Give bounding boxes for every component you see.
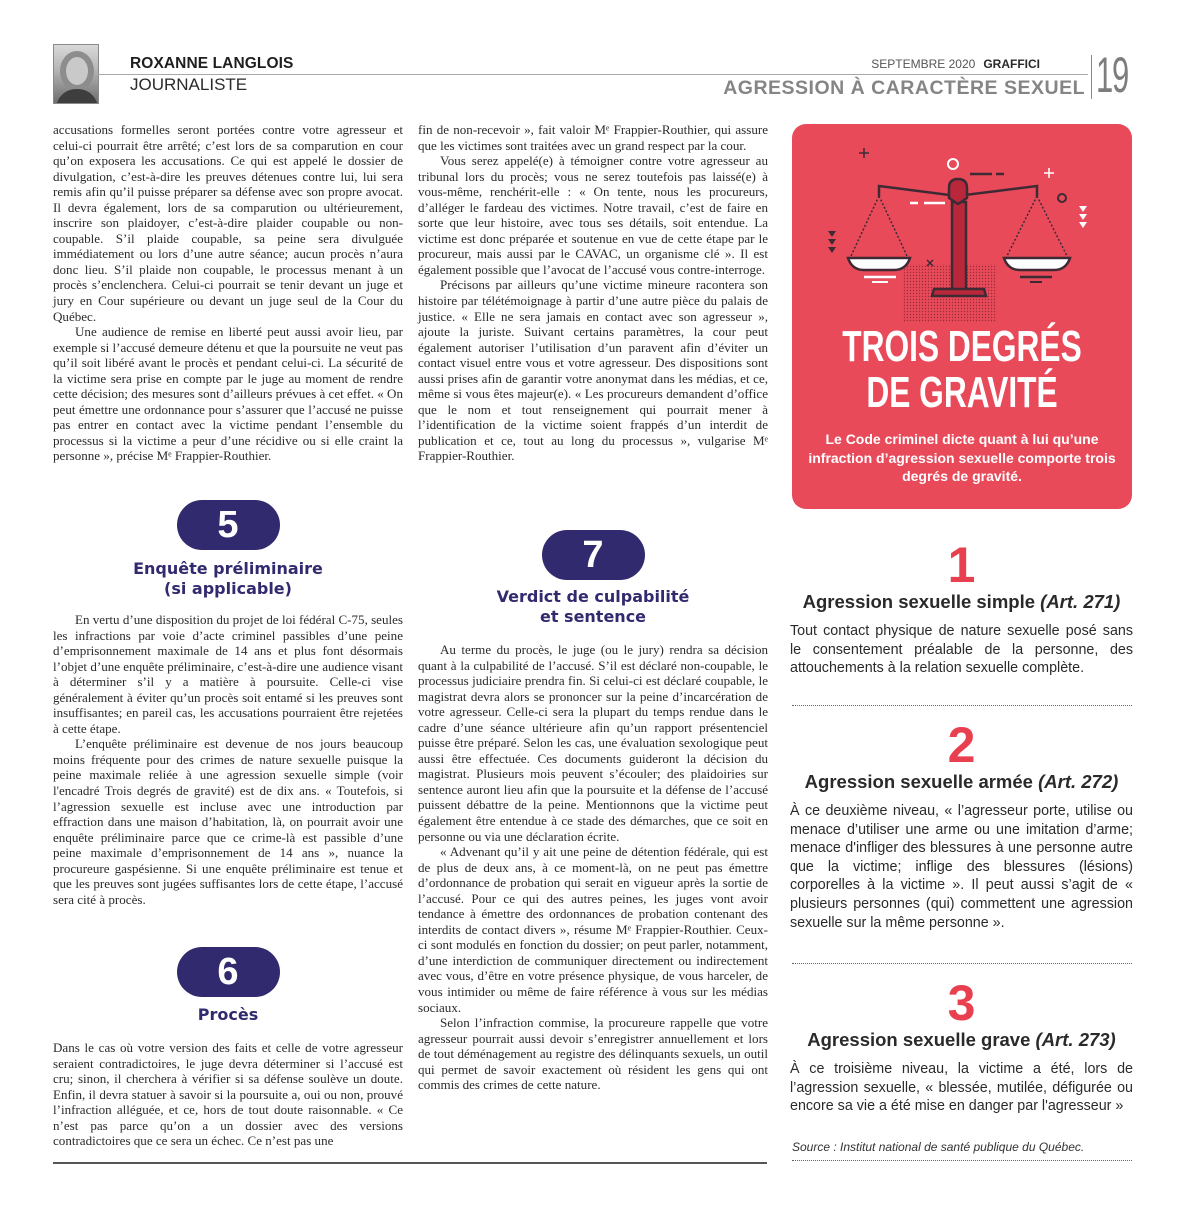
step-title: Procès [197, 1005, 259, 1024]
left-pan [848, 258, 910, 270]
degree-title [790, 590, 1133, 614]
degree-article: (Art. 271) [1040, 591, 1121, 612]
paragraph: Une audience de remise en liberté peut aussi avoir lieu, par exemple si l’accusé demeure détenu et que la poursuite ne veut pas qu’il soit libéré avant le procès et pendant celui-ci. La sécurité de la victime sera prise en compte par le juge au moment de rendre cette décision; des mesures sont d’ailleurs prévues à cet effet. « On peut émettre une ordonnance pour s’assurer que l’accusé ne puisse pas entrer en contact avec la victime pendant l’ensemble du processus si la victime a peur d’une récidive ou si elle craint la personne », précise Mᵉ Frappier-Routhier. [53, 324, 403, 464]
degree-title [790, 770, 1133, 794]
triangle-markers [828, 231, 836, 253]
dotted-divider [792, 1160, 1132, 1161]
scale-pillar [952, 202, 966, 290]
author-photo [53, 44, 99, 104]
degree-article: (Art. 272) [1038, 771, 1119, 792]
degree-number: 2 [947, 717, 976, 773]
degree-title-text: Agression sexuelle simple [802, 591, 1036, 612]
degree-item [790, 717, 1133, 932]
step-5-section [53, 500, 403, 907]
paragraph: En vertu d’une disposition du projet de loi fédéral C-75, seules les infractions par voie d’acte criminel passibles d’une peine d’emprisonnement maximale de 14 ans et plus font désormais l’objet d’une enquête préliminaire, c’est-à-dire une audience visant à déterminer s’il y a matière à poursuite. Celle-ci vise généralement à éviter qu’un procès soit entamé si les preuves sont insuffisantes; en pareil cas, les accusations pourraient être rejetées à cette étape. [53, 612, 403, 736]
paragraph: L’enquête préliminaire est devenue de nos jours beaucoup moins fréquente pour des crimes de nature sexuelle puisque la peine maximale reliée à une agression sexuelle simple (voir l'encadré Trois degrés de gravité) est de dix ans. « Toutefois, si l’agression sexuelle est incluse avec une introduction par effraction dans une maison d’habitation, là, on pourrait avoir une enquête préliminaire parce que ce crime-là est passible d’une peine maximale d’emprisonnement de 14 ans », nuance la procureure gaspésienne. Si une enquête préliminaire est tenue et que les preuves sont jugées suffisantes lors de cette étape, l’accusé sera cité à procès. [53, 736, 403, 907]
step-6-section [53, 947, 403, 1149]
right-pan [1004, 258, 1070, 270]
page-number: 19 [1096, 47, 1129, 103]
step-title-line: Enquête préliminaire [133, 559, 323, 578]
sparkle-icon [1044, 168, 1054, 178]
source-note: Source : Institut national de santé publique du Québec. [792, 1140, 1085, 1154]
step-title-line: Verdict de culpabilité [496, 587, 690, 606]
publication-name: GRAFFICI [983, 57, 1040, 71]
sparkle-icon [859, 148, 869, 158]
issue-info [871, 57, 1040, 71]
degree-title-text: Agression sexuelle armée [804, 771, 1033, 792]
degree-description: À ce deuxième niveau, « l’agresseur porte, utilise ou menace d’utiliser une arme ou une imitation d’arme; menace d'infliger des blessures à une personne autre que la victime; inflige des blessures (lésions) corporelles à la victime ». Il peut aussi s’agit de « plusieurs personnes (qui) commettent une agression sexuelle sur la même personne ». [790, 803, 1133, 931]
degree-title-text: Agression sexuelle grave [807, 1029, 1031, 1050]
paragraph: fin de non-recevoir », fait valoir Mᵉ Frappier-Routhier, qui assure que les victimes sont traitées avec un grand respect par la cour. [418, 122, 768, 153]
dotted-divider [792, 963, 1132, 964]
step-7-section [418, 530, 768, 1093]
infobox-subtitle: Le Code criminel dicte quant à lui qu’une infraction d’agression sexuelle comporte trois degrés de gravité. [808, 431, 1116, 484]
step-title [53, 559, 403, 599]
scale-base [932, 289, 986, 296]
column-2-intro [418, 122, 768, 464]
section-title: AGRESSION À CARACTÈRE SEXUEL [723, 77, 1085, 99]
circle-decoration [948, 159, 958, 169]
paragraph: Précisons par ailleurs qu’une victime mineure racontera son histoire par télétémoignage à partir d’une autre pièce du palais de justice. « Elle ne sera jamais en contact avec son agresseur », ajoute la juriste. Suivant certains paramètres, la cour peut également autoriser l’utilisation d’un paravent afin d’éviter un contact visuel entre vous et votre agresseur. Des dispositions sont aussi prises afin de garantir votre anonymat dans les médias, et ce, même si vous êtes majeur(e). « Les procureurs demandent d’office que le nom et tout renseignement qui pourrait mener à l’identification de la victime soient frappés d’un interdit de publication et ce, tout au long du processus », vulgarise Mᵉ Frappier-Routhier. [418, 277, 768, 464]
step-title [418, 587, 768, 627]
degree-description: À ce troisième niveau, la victime a été, lors de l’agression sexuelle, « blessée, mutilée, défigurée ou encore sa vie a été mise en danger par l'agresseur » [790, 1061, 1133, 1115]
paragraph: Vous serez appelé(e) à témoigner contre votre agresseur au tribunal lors du procès; vous ne serez toutefois pas laissé(e) à vous-même, renchérit-elle : « On tente, nous les procureurs, d’alléger le fardeau des victimes. Notre travail, c’est de faire en sorte que leur histoire, avec tous ses détails, soit entendue. La victime est donc préparée et soutenue en vue de cette étape par le procureur, mais aussi par le CAVAC, un organisme clé ». Il est également possible que l’avocat de l’accusé vous contre-interroge. [418, 153, 768, 277]
step-title-line: et sentence [539, 607, 647, 626]
author-face [66, 57, 88, 85]
degree-item [790, 975, 1133, 1116]
degree-article: (Art. 273) [1035, 1029, 1116, 1050]
step-title-line: (si applicable) [164, 579, 292, 598]
degree-number: 3 [947, 975, 976, 1031]
scales-of-justice-icon [792, 124, 1132, 324]
column-1-intro [53, 122, 403, 464]
paragraph: Selon l’infraction commise, la procureure rappelle que votre agresseur pourrait aussi devoir s’enregistrer annuellement et lors de tout déménagement au registre des délinquants sexuels, un outil qui permet de savoir exactement où résident les gens qui ont commis des crimes de cette nature. [418, 1015, 768, 1093]
header-divider [1091, 55, 1092, 99]
author-shoulders [56, 89, 98, 104]
author-role: JOURNALISTE [130, 75, 248, 94]
dotted-divider [792, 705, 1132, 706]
step-number-badge: 7 [542, 530, 645, 580]
footer-rule [53, 1162, 767, 1164]
triangle-markers [1079, 206, 1087, 228]
degree-title [790, 1028, 1133, 1052]
gravity-infobox [792, 124, 1132, 509]
author-name: ROXANNE LANGLOIS [130, 55, 294, 72]
step-number-badge: 5 [177, 500, 280, 550]
paragraph: accusations formelles seront portées contre votre agresseur et celui-ci pourrait être arrêté; c’est lors de sa comparution en cour qu’on exposera les accusations. Ce qui est appelé le dossier de divulgation, c’est-à-dire les preuves détenues contre lui, lui sera remis afin qu’il puisse préparer sa défense avec son propre avocat. Il devra également, lors de sa comparution ou ultérieurement, inscrire son plaidoyer, c’est-à-dire plaider coupable ou non-coupable. S’il plaide coupable, sa peine sera divulguée immédiatement ou lors d’une autre séance; aucun procès n’aura donc lieu. S’il plaide non coupable, le processus menant à un procès s’enclenchera. Celui-ci pourrait se tenir devant un juge et jury en Cour supérieure ou devant un juge seul de la Cour du Québec. [53, 122, 403, 324]
paragraph: Au terme du procès, le juge (ou le jury) rendra sa décision quant à la culpabilité de l’accusé. S’il est déclaré non-coupable, le processus judiciaire prendra fin. Si celui-ci est déclaré coupable, le magistrat devra alors se prononcer sur la peine d’incarcération de votre agresseur. Celle-ci sera la plupart du temps rendue dans le cadre d’une séance ultérieure afin qu’un rapport présentenciel puisse être préparé. Selon les cas, une évaluation sexologique peut aussi être effectuée. Ces documents guideront la décision du magistrat. Plusieurs mois peuvent s’écouler; des plaidoiries sur sentence auront lieu afin que la poursuite et la défense de l’accusé puissent débattre de la peine. Mentionnons que la victime peut également être entendue à ce stade des démarches, que ce soit en personne ou via une déclaration écrite. [418, 642, 768, 844]
circle-decoration [1058, 194, 1066, 202]
degree-number: 1 [947, 537, 976, 593]
infobox-title-line: DE GRAVITÉ [866, 368, 1058, 417]
infobox-title-line: TROIS DEGRÉS [842, 322, 1082, 371]
degree-description: Tout contact physique de nature sexuelle posé sans le consentement préalable de la personne, des attouchements à la relation sexuelle complète. [790, 623, 1133, 677]
issue-date: SEPTEMBRE 2020 [871, 57, 976, 71]
paragraph: « Advenant qu’il y ait une peine de détention fédérale, qui est de plus de deux ans, à ce moment-là, on ne peut pas émettre d’ordonnance de probation qui serait en vigueur après la sortie de l’accusé. Pour ce qui des autres peines, les juges vont avoir tendance à émettre des ordonnances de probation contenant des interdits de contact divers », résume Mᵉ Frappier-Routhier. Ceux-ci sont modulés en fonction du dossier; on peut parler, notamment, d’une interdiction de communiquer directement ou indirectement avec vous, d’être en votre présence physique, de vous harceler, de vous intimider ou même de faire référence à vous sur les médias sociaux. [418, 844, 768, 1015]
paragraph: Dans le cas où votre version des faits et celle de votre agresseur seraient contradictoires, le juge devra déterminer si l’accusé est cru; sinon, il cherchera à vérifier si sa défense soulève un doute. Enfin, il devra statuer à savoir si la poursuite a, oui ou non, prouvé l’infraction alléguée, et ce, hors de tout doute raisonnable. « Ce n’est pas parce qu’on a un dossier avec des versions contradictoires que ce sera un échec. Ce n’est pas une [53, 1040, 403, 1149]
degree-item [790, 537, 1133, 678]
step-number-badge: 6 [177, 947, 280, 997]
